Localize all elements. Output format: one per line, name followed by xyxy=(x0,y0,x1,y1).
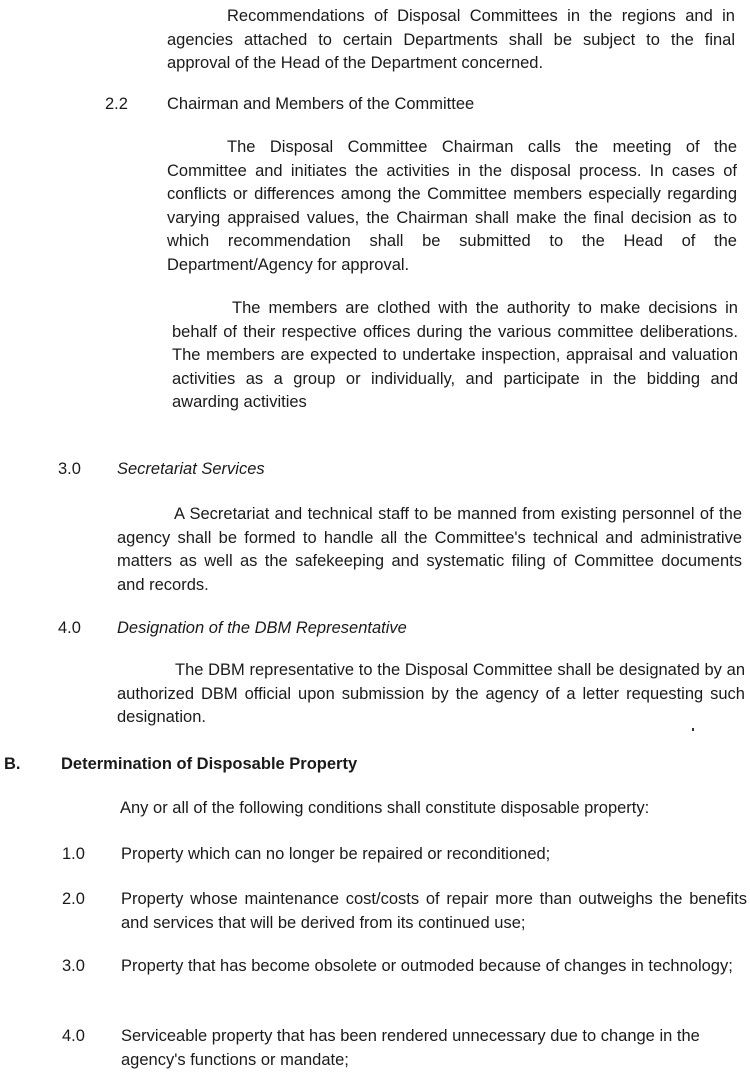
section-2-2-paragraph-1: The Disposal Committee Chairman calls the meeting of the Committee and initiates the activities in the disposal process. In cases of conflicts or differences among the Committee members especially regarding varying appraised values, the Chairman shall make the final decision as to which recommendation shall be submitted to the Head of the Department/Agency for approval. xyxy=(167,138,737,274)
section-4-paragraph: The DBM representative to the Disposal Committee shall be designated by an authorized DBM official upon submission by the agency of a letter requesting such designation. xyxy=(117,661,745,726)
list-item-number: 4.0 xyxy=(62,1027,85,1045)
scan-speck xyxy=(692,728,694,731)
list-item-text: Property whose maintenance cost/costs of repair more than outweighs the benefits and services that will be derived from its continued use; xyxy=(121,890,747,932)
section-b-title: Determination of Disposable Property xyxy=(61,755,358,773)
section-b-letter: B. xyxy=(4,755,21,773)
list-item-number: 1.0 xyxy=(62,845,85,863)
list-item-text: Serviceable property that has been rendered unnecessary due to change in the agency's functions or mandate; xyxy=(121,1027,700,1069)
list-item-text: Property which can no longer be repaired or reconditioned; xyxy=(121,845,551,863)
list-item-number: 3.0 xyxy=(62,957,85,975)
list-item-number: 2.0 xyxy=(62,890,85,908)
section-4-number: 4.0 xyxy=(58,619,81,637)
section-3-paragraph: A Secretariat and technical staff to be manned from existing personnel of the agency shall be formed to handle all the Committee's technical and administrative matters as well as the safekeeping and systematic filing of Committee documents and records. xyxy=(117,505,742,594)
section-4-title: Designation of the DBM Representative xyxy=(117,619,407,637)
list-item-text: Property that has become obsolete or outmoded because of changes in technology; xyxy=(121,957,733,975)
section-3-number: 3.0 xyxy=(58,460,81,478)
section-2-1-paragraph: Recommendations of Disposal Committees in the regions and in agencies attached to certain Departments shall be subject to the final approval of the Head of the Department concerned. xyxy=(167,7,735,72)
section-2-2-number: 2.2 xyxy=(105,95,128,113)
section-2-2-title: Chairman and Members of the Committee xyxy=(167,95,475,113)
section-2-2-paragraph-2: The members are clothed with the authority to make decisions in behalf of their respective offices during the various committee deliberations. The members are expected to undertake inspection, appraisal and valuation activities as a group or individually, and participate in the bidding and awarding activities xyxy=(172,299,738,411)
section-b-intro: Any or all of the following conditions shall constitute disposable property: xyxy=(120,799,650,817)
section-3-title: Secretariat Services xyxy=(117,460,265,478)
